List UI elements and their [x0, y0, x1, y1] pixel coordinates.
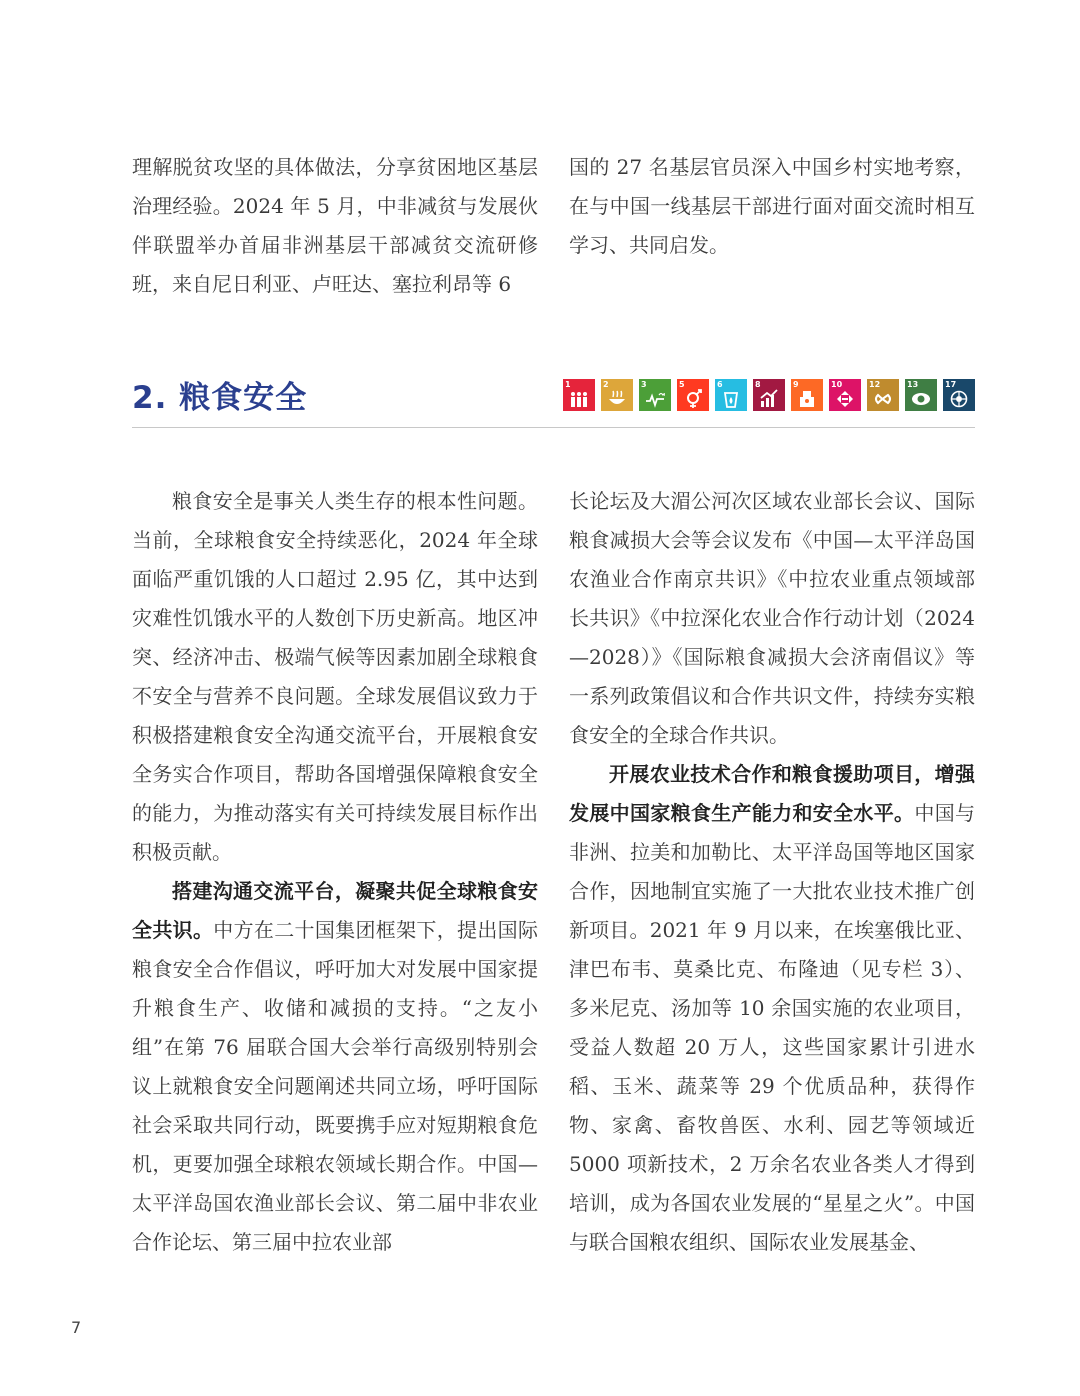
sdg-number: 17: [945, 380, 957, 389]
no-poverty-icon-glyph: [569, 389, 589, 409]
main-right-column: [569, 482, 975, 1262]
reduced-inequalities-icon: [829, 379, 861, 411]
bold-lead: 搭建沟通交流平台，凝聚共促全球粮食安全共识。: [132, 879, 538, 942]
no-poverty-icon: [563, 379, 595, 411]
section-divider: [132, 427, 975, 428]
sdg-number: 1: [565, 380, 571, 389]
body-paragraph: 国的 27 名基层官员深入中国乡村实地考察，在与中国一线基层干部进行面对面交流时相互学习、共同启发。: [569, 155, 975, 257]
body-paragraph: 理解脱贫攻坚的具体做法，分享贫困地区基层治理经验。2024 年 5 月，中非减贫与发展伙伴联盟举办首届非洲基层干部减贫交流研修班，来自尼日利亚、卢旺达、塞拉利昂等 6: [132, 155, 538, 296]
sdg-number: 9: [793, 380, 799, 389]
paragraph-text: 中国与非洲、拉美和加勒比、太平洋岛国等地区国家合作，因地制宜实施了一大批农业技术推广创新项目。2021 年 9 月以来，在埃塞俄比亚、津巴布韦、莫桑比克、布隆迪（见专栏 3）、多米尼克、汤加等 10 余国实施的农业项目，受益人数超 20 万人，这些国家累计引进水稻、玉米、蔬菜等 29 个优质品种，获得作物、家禽、畜牧兽医、水利、园艺等领域近 5000 项新技术，2 万余名农业各类人才得到培训，成为各国农业发展的“星星之火”。中国与联合国粮农组织、国际农业发展基金、: [569, 801, 976, 1254]
zero-hunger-icon-glyph: [607, 389, 627, 409]
body-paragraph: [132, 872, 538, 1262]
decent-work-icon: [753, 379, 785, 411]
industry-innovation-icon: [791, 379, 823, 411]
body-paragraph: [569, 755, 975, 1262]
good-health-icon-glyph: [645, 389, 665, 409]
reduced-inequalities-icon-glyph: [835, 389, 855, 409]
paragraph-text: 中方在二十国集团框架下，提出国际粮食安全合作倡议，呼吁加大对发展中国家提升粮食生产、收储和减损的支持。“之友小组”在第 76 届联合国大会举行高级别特别会议上就粮食安全问题阐述共同立场，呼吁国际社会采取共同行动，既要携手应对短期粮食危机，更要加强全球粮农领域长期合作。中国—太平洋岛国农渔业部长会议、第二届中非农业合作论坛、第三届中拉农业部: [132, 918, 539, 1254]
gender-equality-icon-glyph: [683, 389, 703, 409]
sdg-number: 3: [641, 380, 647, 389]
clean-water-icon: [715, 379, 747, 411]
sdg-number: 6: [717, 380, 723, 389]
sdg-number: 5: [679, 380, 685, 389]
partnerships-icon: [943, 379, 975, 411]
sdg-number: 2: [603, 380, 609, 389]
sdg-number: 8: [755, 380, 761, 389]
sdg-number: 13: [907, 380, 919, 389]
page-number: 7: [71, 1318, 82, 1337]
top-left-column: [132, 148, 538, 304]
climate-action-icon-glyph: [911, 389, 931, 409]
top-right-column: [569, 148, 975, 265]
sdg-number: 12: [869, 380, 881, 389]
partnerships-icon-glyph: [949, 389, 969, 409]
section-title: 2. 粮食安全: [132, 380, 308, 416]
sdg-number: 10: [831, 380, 843, 389]
zero-hunger-icon: [601, 379, 633, 411]
decent-work-icon-glyph: [759, 389, 779, 409]
clean-water-icon-glyph: [721, 389, 741, 409]
responsible-consumption-icon-glyph: [873, 389, 893, 409]
bold-lead: 开展农业技术合作和粮食援助项目，增强发展中国家粮食生产能力和安全水平。: [569, 762, 975, 825]
climate-action-icon: [905, 379, 937, 411]
body-paragraph: 粮食安全是事关人类生存的根本性问题。当前，全球粮食安全持续恶化，2024 年全球面临严重饥饿的人口超过 2.95 亿，其中达到灾难性饥饿水平的人数创下历史新高。地区冲突、经济冲击、极端气候等因素加剧全球粮食不安全与营养不良问题。全球发展倡议致力于积极搭建粮食安全沟通交流平台，开展粮食安全务实合作项目，帮助各国增强保障粮食安全的能力，为推动落实有关可持续发展目标作出积极贡献。: [132, 489, 538, 864]
responsible-consumption-icon: [867, 379, 899, 411]
body-paragraph: 长论坛及大湄公河次区域农业部长会议、国际粮食减损大会等会议发布《中国—太平洋岛国农渔业合作南京共识》《中拉农业重点领域部长共识》《中拉深化农业合作行动计划（2024—2028）》《国际粮食减损大会济南倡议》等一系列政策倡议和合作共识文件，持续夯实粮食安全的全球合作共识。: [569, 489, 975, 747]
good-health-icon: [639, 379, 671, 411]
sdg-icon-row: [563, 379, 975, 411]
main-left-column: [132, 482, 538, 1262]
gender-equality-icon: [677, 379, 709, 411]
industry-innovation-icon-glyph: [797, 389, 817, 409]
